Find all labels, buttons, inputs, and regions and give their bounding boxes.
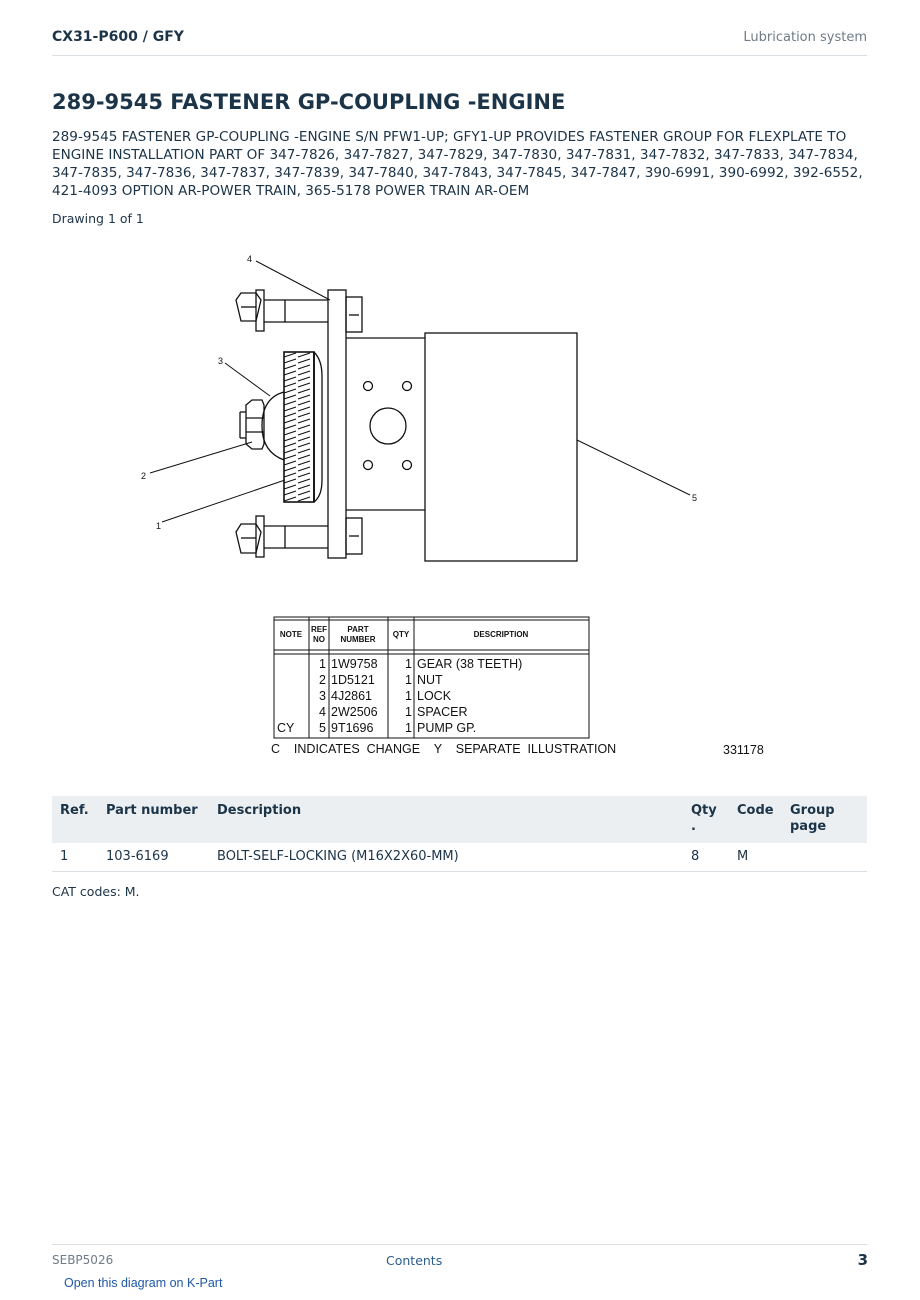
- kpart-link[interactable]: Open this diagram on K-Part: [64, 1276, 223, 1290]
- column-header-qty: Qty .: [683, 796, 729, 843]
- column-header-group-page: Group page: [782, 796, 867, 843]
- svg-text:GEAR (38 TEETH): GEAR (38 TEETH): [417, 657, 523, 671]
- header-divider: [52, 55, 867, 56]
- parts-table-header: [52, 796, 867, 843]
- cell-code: M: [729, 843, 782, 871]
- footer-divider: [52, 1244, 867, 1245]
- svg-text:1: 1: [405, 673, 412, 687]
- svg-text:PUMP GP.: PUMP GP.: [417, 721, 477, 735]
- page-number: 3: [857, 1251, 868, 1269]
- drawing-count: Drawing 1 of 1: [52, 211, 144, 226]
- table-row: [52, 843, 867, 871]
- svg-text:4: 4: [319, 705, 326, 719]
- nut-drawing: [240, 400, 264, 449]
- callout-5: 5: [692, 493, 698, 503]
- lock-drawing: [262, 392, 284, 460]
- cell-description: BOLT-SELF-LOCKING (M16X2X60-MM): [209, 843, 683, 871]
- svg-text:2W2506: 2W2506: [331, 705, 378, 719]
- flange-drawing: [328, 290, 425, 558]
- svg-text:1D5121: 1D5121: [331, 673, 375, 687]
- svg-text:1W9758: 1W9758: [331, 657, 378, 671]
- parts-table: [52, 796, 867, 872]
- illustration-number: 331178: [723, 743, 764, 757]
- callout-3: 3: [218, 356, 224, 366]
- legend-header-no: NO: [313, 635, 325, 644]
- exploded-diagram: [130, 245, 730, 585]
- svg-text:1: 1: [319, 657, 326, 671]
- lower-bolt-drawing: [236, 516, 330, 557]
- legend-row: [277, 721, 476, 735]
- section-name: Lubrication system: [743, 30, 867, 45]
- column-header-ref: Ref.: [52, 796, 98, 843]
- callout-1: 1: [156, 521, 162, 531]
- legend-header-qty: QTY: [392, 630, 410, 639]
- svg-text:1: 1: [405, 657, 412, 671]
- legend-header-number: NUMBER: [340, 635, 376, 644]
- group-description: 289-9545 FASTENER GP-COUPLING -ENGINE S/N PFW1-UP; GFY1-UP PROVIDES FASTENER GROUP FOR FLEXPLATE TO ENGINE INSTALLATION PART OF 347-7826, 347-7827, 347-7829, 347-7830, 347-7831, 347-7832, 347-7833, 347-7834, 347-7835, 347-7836, 347-7837, 347-7839, 347-7840, 347-7843, 347-7845, 347-7847, 390-6991, 390-6992, 392-6552, 421-4093 OPTION AR-POWER TRAIN, 365-5178 POWER TRAIN AR-OEM: [52, 129, 863, 199]
- callout-2: 2: [141, 471, 147, 481]
- cell-ref: 1: [52, 843, 98, 871]
- legend-header-part: PART: [347, 625, 369, 634]
- legend-row: [319, 673, 443, 687]
- pump-body-drawing: [425, 333, 577, 561]
- cell-group-page: [782, 843, 867, 871]
- svg-text:4J2861: 4J2861: [331, 689, 373, 703]
- column-header-part-number: Part number: [98, 796, 209, 843]
- legend-header-note: NOTE: [279, 630, 303, 639]
- svg-text:SPACER: SPACER: [417, 705, 468, 719]
- svg-text:1: 1: [405, 689, 412, 703]
- svg-text:LOCK: LOCK: [417, 689, 452, 703]
- legend-header-ref: REF: [311, 625, 327, 634]
- svg-text:1: 1: [405, 721, 412, 735]
- svg-text:1: 1: [405, 705, 412, 719]
- svg-text:3: 3: [319, 689, 326, 703]
- legend-row: [319, 689, 452, 703]
- svg-text:NUT: NUT: [417, 673, 443, 687]
- legend-row: [319, 657, 522, 671]
- svg-text:5: 5: [319, 721, 326, 735]
- model-code: CX31-P600 / GFY: [52, 29, 184, 45]
- page-title: 289-9545 FASTENER GP-COUPLING -ENGINE: [52, 90, 566, 114]
- leader-lines: [150, 261, 690, 522]
- diagram-legend: [268, 612, 788, 762]
- legend-row: [319, 705, 467, 719]
- callout-4: 4: [247, 254, 253, 264]
- document-id: SEBP5026: [52, 1253, 114, 1267]
- cell-qty: 8: [683, 843, 729, 871]
- upper-bolt-drawing: [236, 290, 330, 331]
- svg-text:CY: CY: [277, 721, 295, 735]
- cat-codes: CAT codes: M.: [52, 884, 140, 899]
- gear-drawing: [284, 352, 322, 502]
- legend-footnote: C INDICATES CHANGE Y SEPARATE ILLUSTRATION: [271, 742, 617, 756]
- cell-part-number: 103-6169: [98, 843, 209, 871]
- legend-header-description: DESCRIPTION: [473, 630, 529, 639]
- contents-link[interactable]: Contents: [386, 1253, 443, 1268]
- svg-text:2: 2: [319, 673, 326, 687]
- column-header-code: Code: [729, 796, 782, 843]
- column-header-description: Description: [209, 796, 683, 843]
- svg-text:9T1696: 9T1696: [331, 721, 374, 735]
